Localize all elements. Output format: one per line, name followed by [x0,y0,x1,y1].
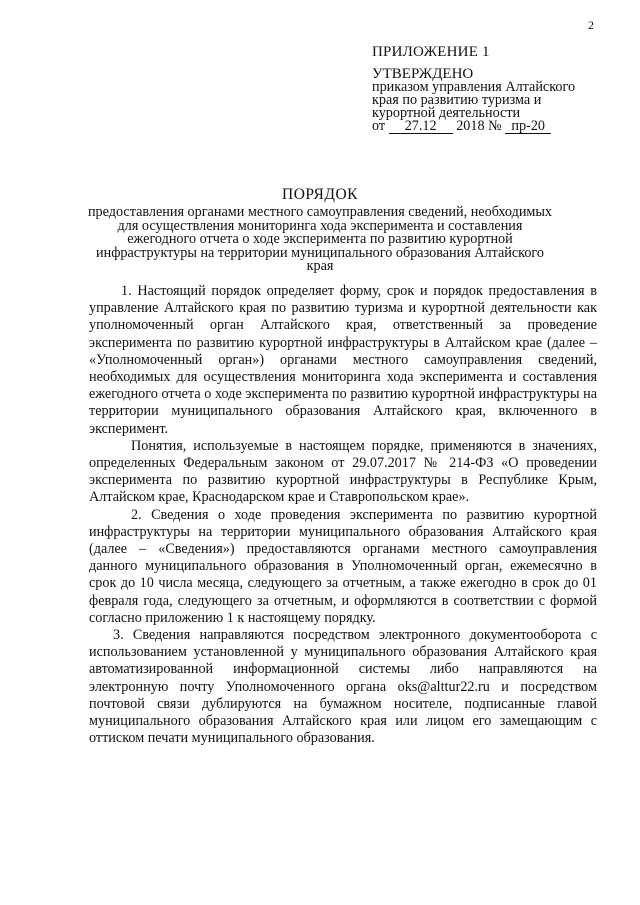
approval-line: приказом управления Алтайского [372,79,576,95]
page-number: 2 [588,18,594,32]
approval-order-number: пр-20 [505,120,551,134]
approval-year-number: 2018 № [456,118,502,134]
title-subtitle-line: инфраструктуры на территории муниципального образования Алтайского [96,244,544,261]
approval-line: края по развитию туризма и [372,92,542,108]
document-body [89,283,597,747]
date-prefix: от [372,118,386,134]
approval-heading: УТВЕРЖДЕНО [372,66,474,82]
approval-line: курортной деятельности [372,105,521,121]
paragraph-2: 2. Сведения о ходе проведения эксперимента по развитию курортной инфраструктуры на территории муниципального образования Алтайского края (далее – «Сведения») предоставляются органами местного самоуправления данного муниципального образования в Уполномоченный орган, ежемесячно в срок до 10 числа месяца, следующего за отчетным, а также ежегодно в срок до 01 февраля года, следующего за отчетным, и оформляются в соответствии с формой согласно приложению 1 к настоящему порядку. [89,506,597,626]
paragraph-3: 3. Сведения направляются посредством электронного документооборота с использованием установленной у муниципального образования Алтайского края автоматизированной информационной системы либо направляются на электронную почту Уполномоченного органа oks@alttur22.ru и посредством почтовой связи дублируются на бумажном носителе, подписанные главой муниципального образования Алтайского края или лицом его замещающим с оттиском печати муниципального образования. [89,627,597,747]
appendix-label: ПРИЛОЖЕНИЕ 1 [372,44,490,60]
title-subtitle-line: предоставления органами местного самоуправления сведений, необходимых [87,204,553,220]
title-subtitle-line: края [306,258,334,274]
title-subtitle-line: для осуществления мониторинга хода эксперимента и составления [117,217,523,234]
approval-date: 27.12 [389,120,453,134]
document-title [70,186,570,274]
title-subtitle-line: ежегодного отчета о ходе эксперимента по развитию курортной [127,231,513,247]
paragraph-1: 1. Настоящий порядок определяет форму, срок и порядок предоставления в управление Алтайского края по развитию туризма и курортной деятельности как уполномоченный орган Алтайского края, ответственный за проведение эксперимента по развитию курортной инфраструктуры в Алтайском крае (далее – «Уполномоченный орган») органами местного самоуправления сведений, необходимых для осуществления мониторинга хода эксперимента и составления ежегодного отчета о ходе эксперимента по развитию курортной инфраструктуры на территории муниципального образования Алтайского края, включенного в эксперимент. [89,283,597,437]
title-heading: ПОРЯДОК [282,186,358,203]
paragraph-definitions: Понятия, используемые в настоящем порядке, применяются в значениях, определенных Федеральным законом от 29.07.2017 № 214-ФЗ «О проведении эксперимента по развитию курортной инфраструктуры в Республике Крым, Алтайском крае, Краснодарском крае и Ставропольском крае». [89,437,597,506]
approval-block [372,68,622,134]
approval-date-line [372,120,622,134]
